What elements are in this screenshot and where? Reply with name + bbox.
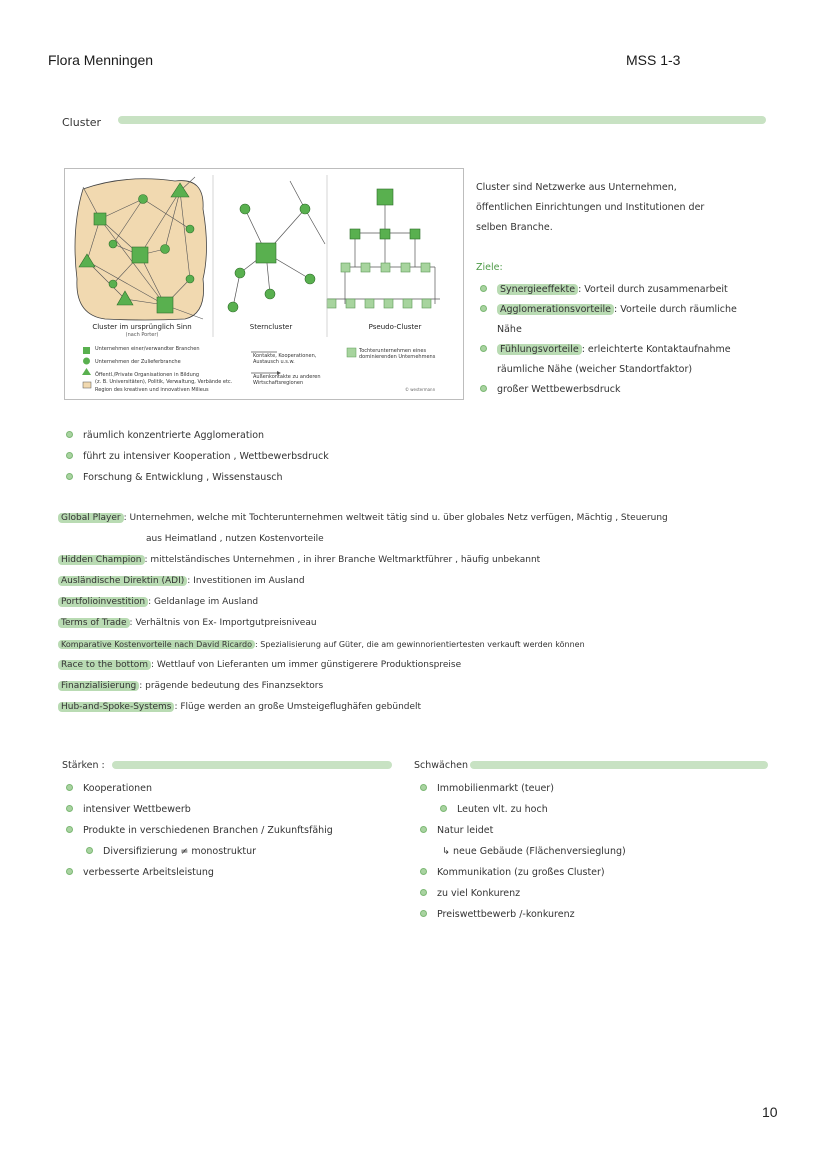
legend-item: Unternehmen einer/verwandter Branchen (95, 346, 200, 352)
schwaechen-item (420, 904, 626, 925)
glossary-term: Portfolioinvestition (58, 597, 148, 607)
glossary-row (58, 634, 668, 655)
bullet-icon (440, 805, 447, 812)
ziele-term: Synergieeffekte (497, 284, 578, 295)
feature-text: führt zu intensiver Kooperation , Wettbewerbsdruck (83, 451, 329, 462)
legend-item: Tochterunternehmen eines (359, 348, 427, 354)
legend-item: dominierenden Unternehmens (359, 354, 436, 360)
schwaechen-item (420, 820, 626, 841)
schwaechen-heading: Schwächen (414, 760, 468, 771)
schwaechen-item (420, 841, 626, 862)
glossary-term: Hidden Champion (58, 555, 145, 565)
course-label: MSS 1-3 (626, 52, 681, 68)
schwaechen-item (420, 778, 626, 799)
glossary-definition: : Flüge werden an große Umsteigeflughäfen gebündelt (174, 702, 422, 712)
legend-right (359, 348, 435, 360)
staerken-list (66, 778, 333, 883)
bullet-icon (420, 889, 427, 896)
glossary-row (58, 697, 668, 718)
cluster-figure (64, 168, 464, 400)
feature-item (66, 467, 329, 488)
glossary-row (58, 592, 668, 613)
legend-item: Austausch u.s.w. (253, 359, 295, 365)
glossary-row (58, 613, 668, 634)
legend-item: Kontakte, Kooperationen, (253, 353, 317, 359)
staerken-item (66, 778, 333, 799)
legend-item: Region des kreativen und innovativen Milieus (95, 387, 209, 393)
glossary-definition: : Geldanlage im Ausland (148, 597, 259, 607)
panel-subtitle: (nach Porter) (125, 332, 159, 338)
bullet-icon (480, 285, 487, 292)
section-title: Cluster (62, 116, 102, 129)
bullet-icon (66, 784, 73, 791)
glossary-term: Global Player (58, 513, 124, 523)
staerken-text: Produkte in verschiedenen Branchen / Zukunftsfähig (83, 825, 333, 836)
staerken-text: Diversifizierung ≠ monostruktur (103, 846, 257, 857)
glossary-term: Ausländische Direktin (ADI) (58, 576, 187, 586)
feature-list (66, 425, 329, 488)
schwaechen-text: Preiswettbewerb /-konkurenz (437, 909, 575, 920)
legend-mid (253, 353, 321, 386)
glossary-row (58, 550, 668, 571)
schwaechen-text: ↳ neue Gebäude (Flächenversieglung) (442, 846, 626, 857)
feature-text: räumlich konzentrierte Agglomeration (83, 430, 265, 441)
ziele-list (480, 280, 737, 400)
staerken-item (66, 820, 333, 841)
staerken-item (66, 841, 333, 862)
schwaechen-underline (470, 761, 768, 769)
schwaechen-item (420, 883, 626, 904)
bullet-icon (480, 345, 487, 352)
page-number: 10 (762, 1104, 778, 1120)
ziele-item (480, 300, 737, 320)
staerken-text: Kooperationen (83, 783, 153, 794)
author-name: Flora Menningen (48, 52, 154, 68)
ziele-item (480, 380, 737, 400)
glossary-definition-cont: aus Heimatland , nutzen Kostenvorteile (146, 534, 324, 544)
cluster-definition (476, 178, 704, 238)
schwaechen-text: Natur leidet (437, 825, 494, 836)
staerken-text: verbesserte Arbeitsleistung (83, 867, 214, 878)
glossary-definition: : mittelständisches Unternehmen , in ihrer Branche Weltmarktführer , häufig unbekannt (144, 555, 541, 565)
bullet-icon (420, 784, 427, 791)
panel-title-1: Cluster im ursprünglich Sinn (92, 323, 192, 331)
bullet-icon (66, 473, 73, 480)
glossary-term: Finanzialisierung (58, 681, 139, 691)
ziele-term: Agglomerationsvorteile (497, 304, 614, 315)
glossary-definition: : prägende bedeutung des Finanzsektors (139, 681, 324, 691)
title-underline (118, 116, 766, 124)
glossary-term: Komparative Kostenvorteile nach David Ricardo (58, 640, 255, 649)
bullet-icon (480, 305, 487, 312)
glossary-definition: : Verhältnis von Ex- Importgutpreisniveau (129, 618, 317, 628)
ziele-text-cont: räumliche Nähe (weicher Standortfaktor) (497, 364, 693, 375)
staerken-heading: Stärken : (62, 760, 105, 771)
feature-text: Forschung & Entwicklung , Wissenstausch (83, 472, 283, 483)
staerken-text: intensiver Wettbewerb (83, 804, 191, 815)
ziele-heading: Ziele: (476, 262, 503, 273)
glossary-row (58, 571, 668, 592)
legend-item: (z. B. Universitäten), Politik, Verwaltung, Verbände etc. (95, 379, 233, 385)
schwaechen-text: Kommunikation (zu großes Cluster) (437, 867, 605, 878)
glossary-row (58, 676, 668, 697)
ziele-item (480, 340, 737, 360)
glossary-term: Hub-and-Spoke-Systems (58, 702, 174, 712)
bullet-icon (420, 910, 427, 917)
glossary-definition: : Wettlauf von Lieferanten um immer günstigerere Produktionspreise (151, 660, 462, 670)
ziele-text: großer Wettbewerbsdruck (497, 384, 621, 395)
bullet-icon (66, 805, 73, 812)
figure-credit: © westermann (405, 387, 436, 392)
schwaechen-text: zu viel Konkurenz (437, 888, 521, 899)
ziele-text: : Vorteile durch räumliche (614, 304, 737, 315)
schwaechen-text: Immobilienmarkt (teuer) (437, 783, 554, 794)
panel-title-2: Sterncluster (249, 323, 293, 331)
schwaechen-item (420, 862, 626, 883)
bullet-icon (66, 868, 73, 875)
glossary-term: Terms of Trade (58, 618, 130, 628)
ziele-text: : erleichterte Kontaktaufnahme (581, 344, 731, 355)
glossary-definition: : Unternehmen, welche mit Tochterunternehmen weltweit tätig sind u. über globales Netz verfügen, Mächtig , Steuerung (123, 513, 668, 523)
schwaechen-item (420, 799, 626, 820)
ziele-term: Fühlungsvorteile (497, 344, 582, 355)
legend-item: Außenkontakte zu anderen (253, 374, 321, 380)
glossary-definition: : Investitionen im Ausland (187, 576, 305, 586)
bullet-icon (86, 847, 93, 854)
glossary-term: Race to the bottom (58, 660, 151, 670)
ziele-text: : Vorteil durch zusammenarbeit (578, 284, 728, 295)
bullet-icon (66, 826, 73, 833)
legend-item: Wirtschaftsregionen (253, 380, 304, 386)
feature-item (66, 446, 329, 467)
definition-line: Cluster sind Netzwerke aus Unternehmen, (476, 182, 677, 193)
bullet-icon (66, 452, 73, 459)
schwaechen-text: Leuten vlt. zu hoch (457, 804, 548, 815)
bullet-icon (480, 385, 487, 392)
bullet-icon (66, 431, 73, 438)
legend-item: Unternehmen der Zulieferbranche (95, 359, 181, 365)
glossary-row (58, 508, 668, 529)
staerken-underline (112, 761, 392, 769)
legend-left (95, 346, 232, 394)
bullet-icon (420, 826, 427, 833)
definition-line: öffentlichen Einrichtungen und Institutionen der (476, 202, 705, 213)
glossary-row (58, 655, 668, 676)
staerken-item (66, 799, 333, 820)
feature-item (66, 425, 329, 446)
ziele-text-cont: Nähe (497, 324, 522, 335)
glossary (58, 508, 668, 718)
ziele-item (480, 280, 737, 300)
schwaechen-list (420, 778, 626, 925)
staerken-item (66, 862, 333, 883)
legend-item: Öffentl./Private Organisationen in Bildung (95, 372, 200, 378)
bullet-icon (420, 868, 427, 875)
panel-title-3: Pseudo-Cluster (368, 323, 422, 331)
glossary-definition: : Spezialisierung auf Güter, die am gewinnorientiertesten verkauft werden können (255, 640, 585, 649)
definition-line: selben Branche. (476, 222, 553, 233)
